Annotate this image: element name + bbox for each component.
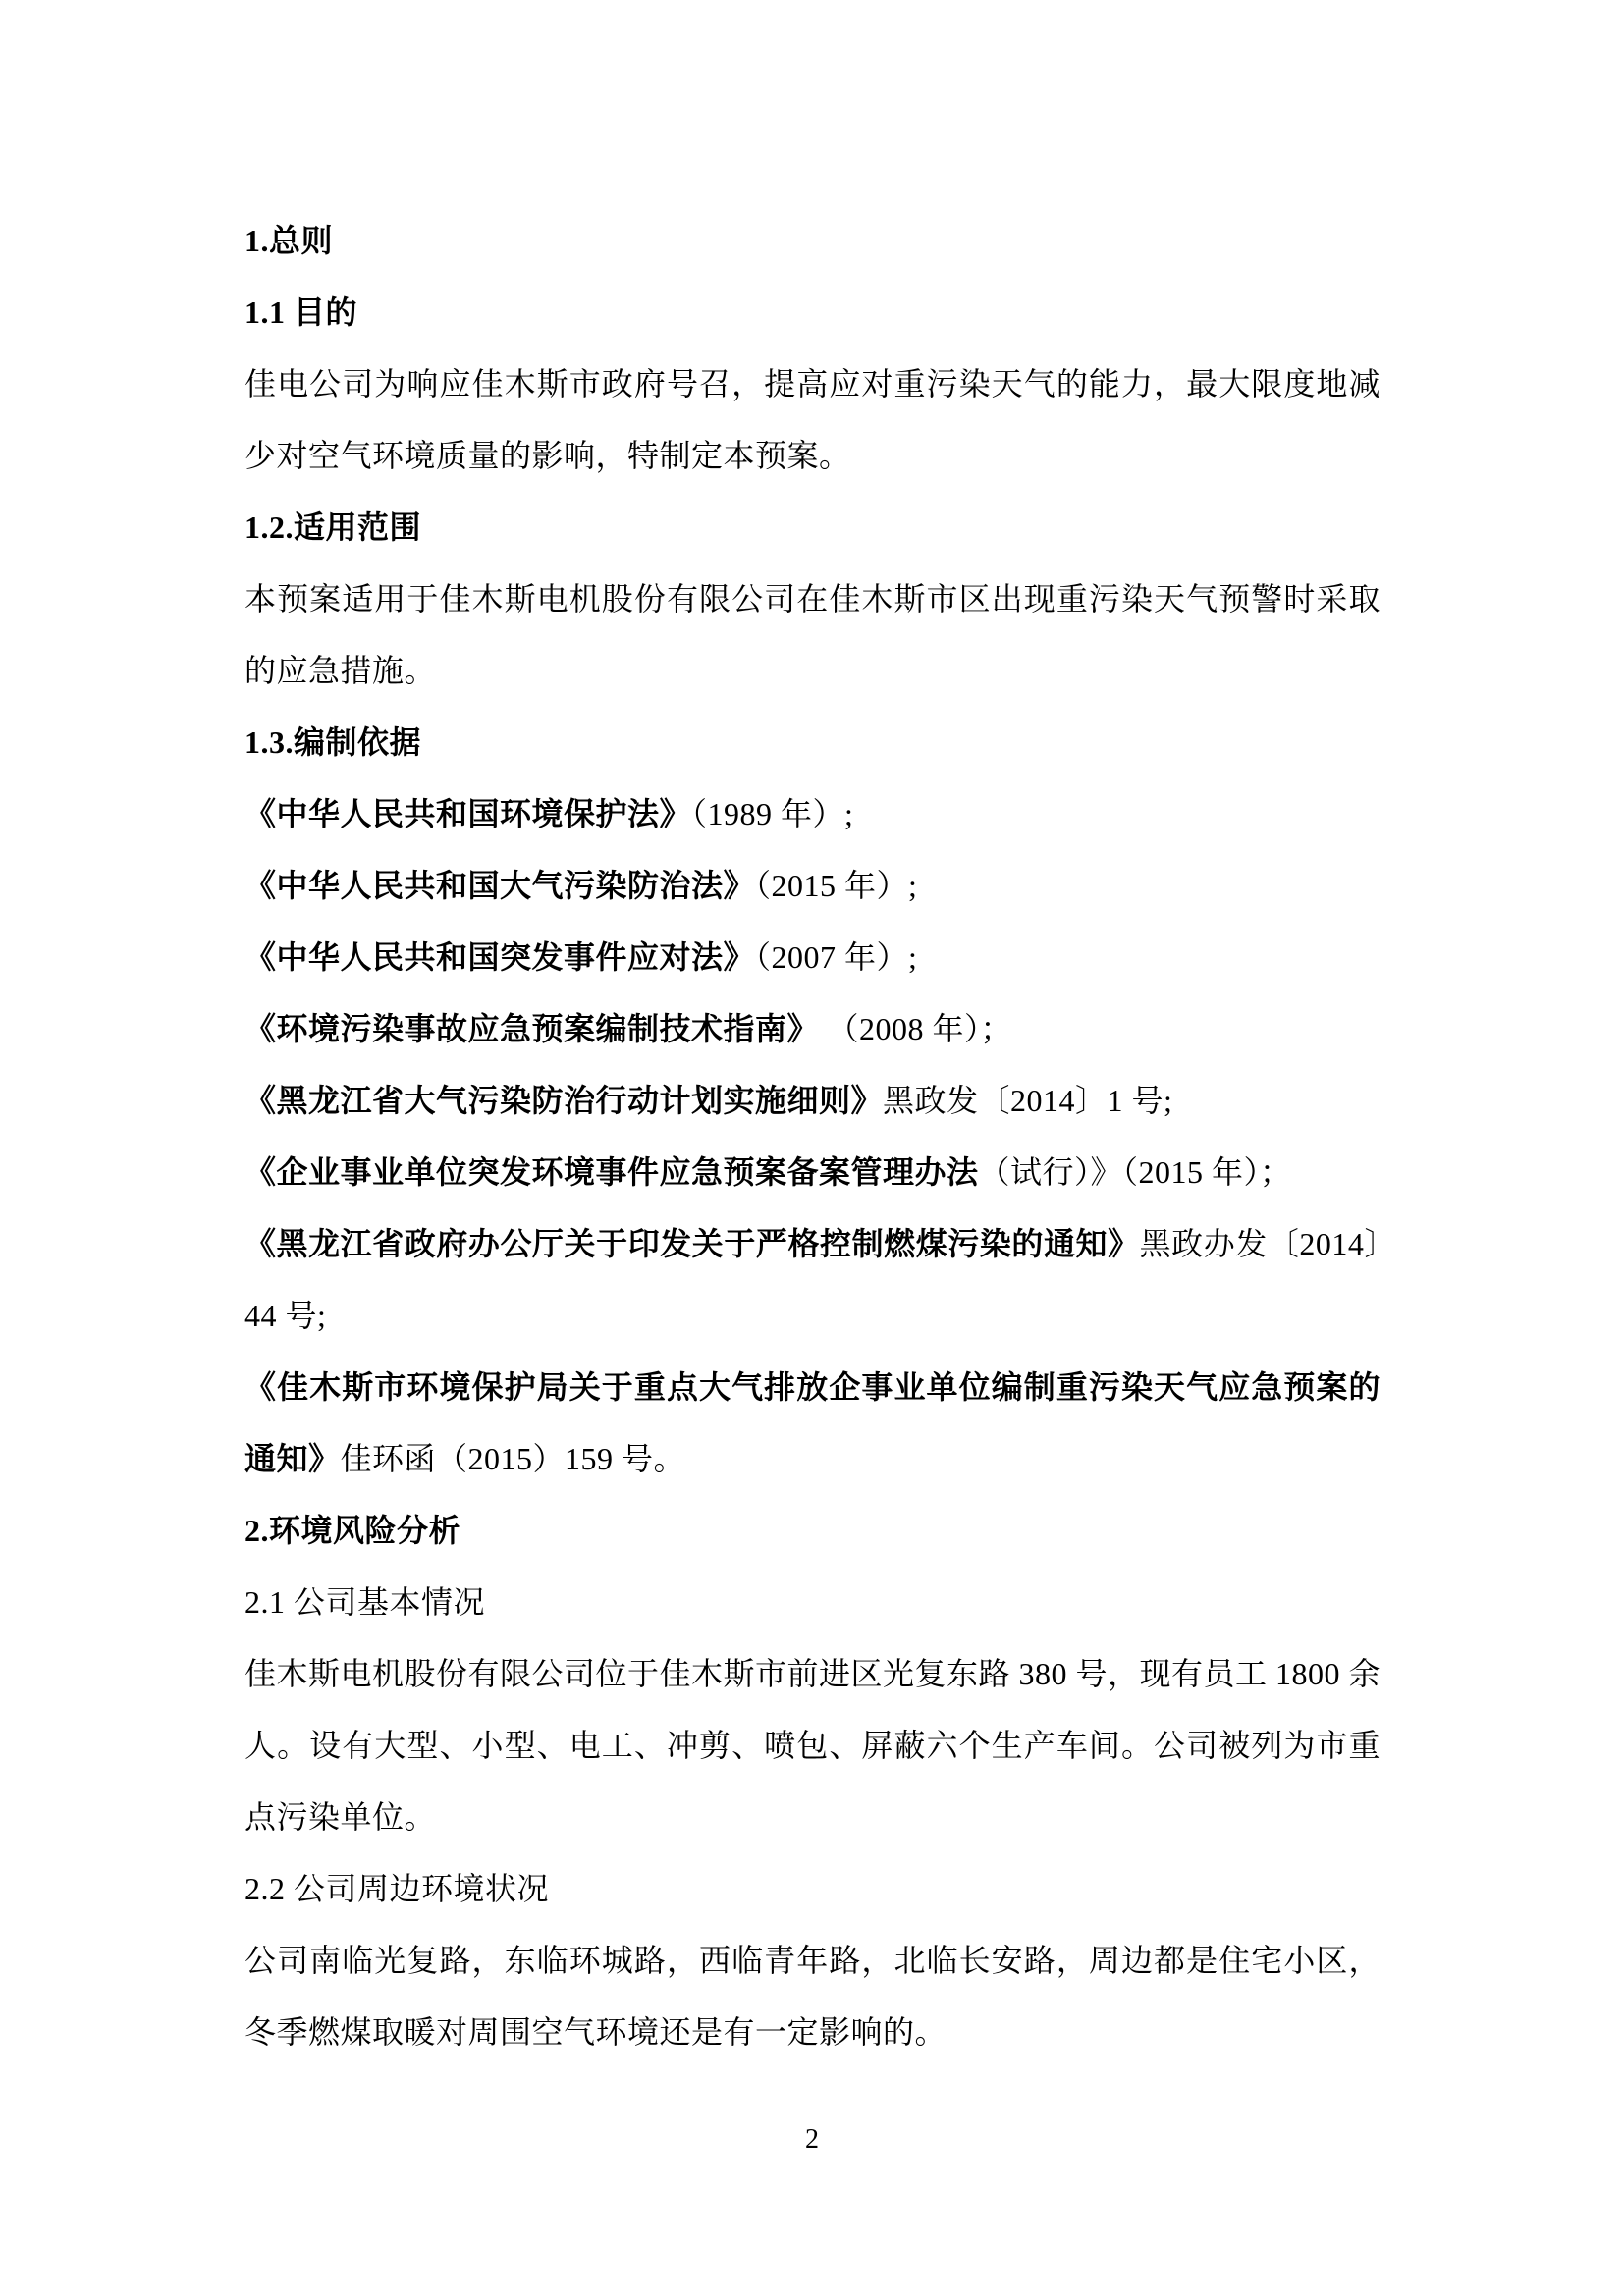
reference-suffix: 佳环函（2015）159 号。 <box>340 1441 686 1476</box>
reference-title: 《黑龙江省政府办公厅关于印发关于严格控制燃煤污染的通知》 <box>244 1226 1140 1261</box>
reference-title: 《黑龙江省大气污染防治行动计划实施细则》 <box>244 1083 884 1118</box>
heading-1-2-scope: 1.2.适用范围 <box>244 509 422 545</box>
reference-item <box>244 1065 1380 1137</box>
reference-item <box>244 993 1380 1065</box>
heading-1-3-basis: 1.3.编制依据 <box>244 724 422 760</box>
reference-suffix: 黑政发〔2014〕1 号; <box>883 1083 1173 1118</box>
reference-item <box>244 778 1380 850</box>
reference-item <box>244 1352 1380 1495</box>
heading-1-general-rules: 1.总则 <box>244 223 334 258</box>
paragraph-company-profile: 佳木斯电机股份有限公司位于佳木斯市前进区光复东路 380 号，现有员工 1800 余人。设有大型、小型、电工、冲剪、喷包、屏蔽六个生产车间。公司被列为市重点污染单位。 <box>244 1656 1381 1835</box>
heading-1-1-purpose: 1.1 目的 <box>244 294 358 330</box>
paragraph-purpose: 佳电公司为响应佳木斯市政府号召，提高应对重污染天气的能力，最大限度地减少对空气环境质量的影响，特制定本预案。 <box>244 366 1380 473</box>
heading-2-risk-analysis: 2.环境风险分析 <box>244 1513 461 1548</box>
reference-suffix: 黑政办发〔2014〕44 号; <box>244 1226 1380 1333</box>
reference-suffix: （试行）》（2015 年）； <box>978 1154 1292 1190</box>
reference-suffix: （2015 年）; <box>755 868 918 903</box>
page-number: 2 <box>805 2124 819 2155</box>
paragraph-scope: 本预案适用于佳木斯电机股份有限公司在佳木斯市区出现重污染天气预警时采取的应急措施。 <box>244 581 1380 688</box>
reference-title: 《环境污染事故应急预案编制技术指南》 <box>244 1011 820 1046</box>
document-body <box>244 205 1380 2068</box>
reference-title: 《中华人民共和国突发事件应对法》 <box>244 939 756 975</box>
reference-title: 《中华人民共和国大气污染防治法》 <box>244 868 756 903</box>
paragraph-surroundings: 公司南临光复路，东临环城路，西临青年路，北临长安路，周边都是住宅小区，冬季燃煤取暖对周围空气环境还是有一定影响的。 <box>244 1943 1380 2050</box>
reference-title: 《佳木斯市环境保护局关于重点大气排放企事业单位编制重污染天气应急预案的通知》 <box>244 1369 1380 1476</box>
reference-item <box>244 1137 1380 1208</box>
reference-suffix: （2008 年）； <box>819 1011 1013 1046</box>
reference-item <box>244 922 1380 993</box>
heading-2-1-company-profile: 2.1 公司基本情况 <box>244 1584 486 1620</box>
heading-2-2-surroundings: 2.2 公司周边环境状况 <box>244 1871 550 1906</box>
reference-title: 《企业事业单位突发环境事件应急预案备案管理办法 <box>244 1154 979 1190</box>
reference-item <box>244 1208 1380 1352</box>
reference-item <box>244 850 1380 922</box>
reference-suffix: （2007 年）; <box>755 939 918 975</box>
reference-title: 《中华人民共和国环境保护法》 <box>244 796 692 831</box>
reference-suffix: （1989 年）; <box>691 796 854 831</box>
